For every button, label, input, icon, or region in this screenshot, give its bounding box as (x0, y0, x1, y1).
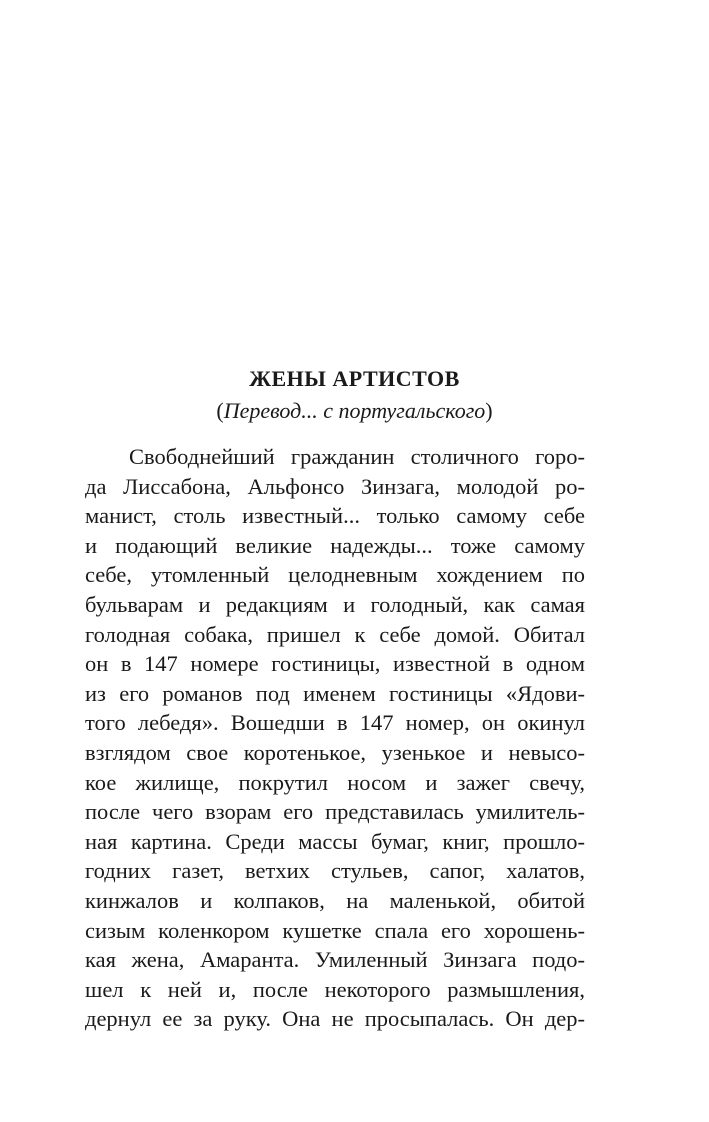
text-line: того лебедя». Вошедши в 147 номер, он окинул (85, 710, 585, 736)
text-line: взглядом свое коротенькое, узенькое и невысо- (85, 739, 585, 765)
text-line: он в 147 номере гостиницы, известной в одном (85, 651, 585, 677)
text-line: да Лиссабона, Альфонсо Зинзага, молодой ро- (85, 473, 585, 499)
text-line: себе, утомленный целодневным хождением по (85, 562, 585, 588)
text-line: годних газет, ветхих стульев, сапог, халатов, (85, 858, 585, 884)
subtitle-text: Перевод... с португальского (223, 398, 486, 423)
story-body (85, 442, 585, 1034)
text-line: кая жена, Амаранта. Умиленный Зинзага подо- (85, 947, 585, 973)
text-line: после чего взорам его представилась умилитель- (85, 799, 585, 825)
text-line: манист, столь известный... только самому себе (85, 503, 585, 529)
story-title: ЖЕНЫ АРТИСТОВ (249, 366, 460, 391)
story-subtitle (0, 398, 709, 424)
text-line: сизым коленкором кушетке спала его хорошень- (85, 917, 585, 943)
text-line: кое жилище, покрутил носом и зажег свечу, (85, 769, 585, 795)
text-line: и подающий великие надежды... тоже самому (85, 532, 585, 558)
text-line: бульварам и редакциям и голодный, как самая (85, 591, 585, 617)
text-line: шел к ней и, после некоторого размышления, (85, 976, 585, 1002)
text-line: дернул ее за руку. Она не просыпалась. Он дер- (85, 1006, 585, 1032)
subtitle-close-paren: ) (485, 398, 493, 423)
text-line: из его романов под именем гостиницы «Ядови- (85, 680, 585, 706)
subtitle-open-paren: ( (216, 398, 224, 423)
text-line: ная картина. Среди массы бумаг, книг, прошло- (85, 828, 585, 854)
text-line: кинжалов и колпаков, на маленькой, обитой (85, 887, 585, 913)
text-line: голодная собака, пришел к себе домой. Обитал (85, 621, 585, 647)
text-line: Свободнейший гражданин столичного горо- (129, 444, 585, 469)
